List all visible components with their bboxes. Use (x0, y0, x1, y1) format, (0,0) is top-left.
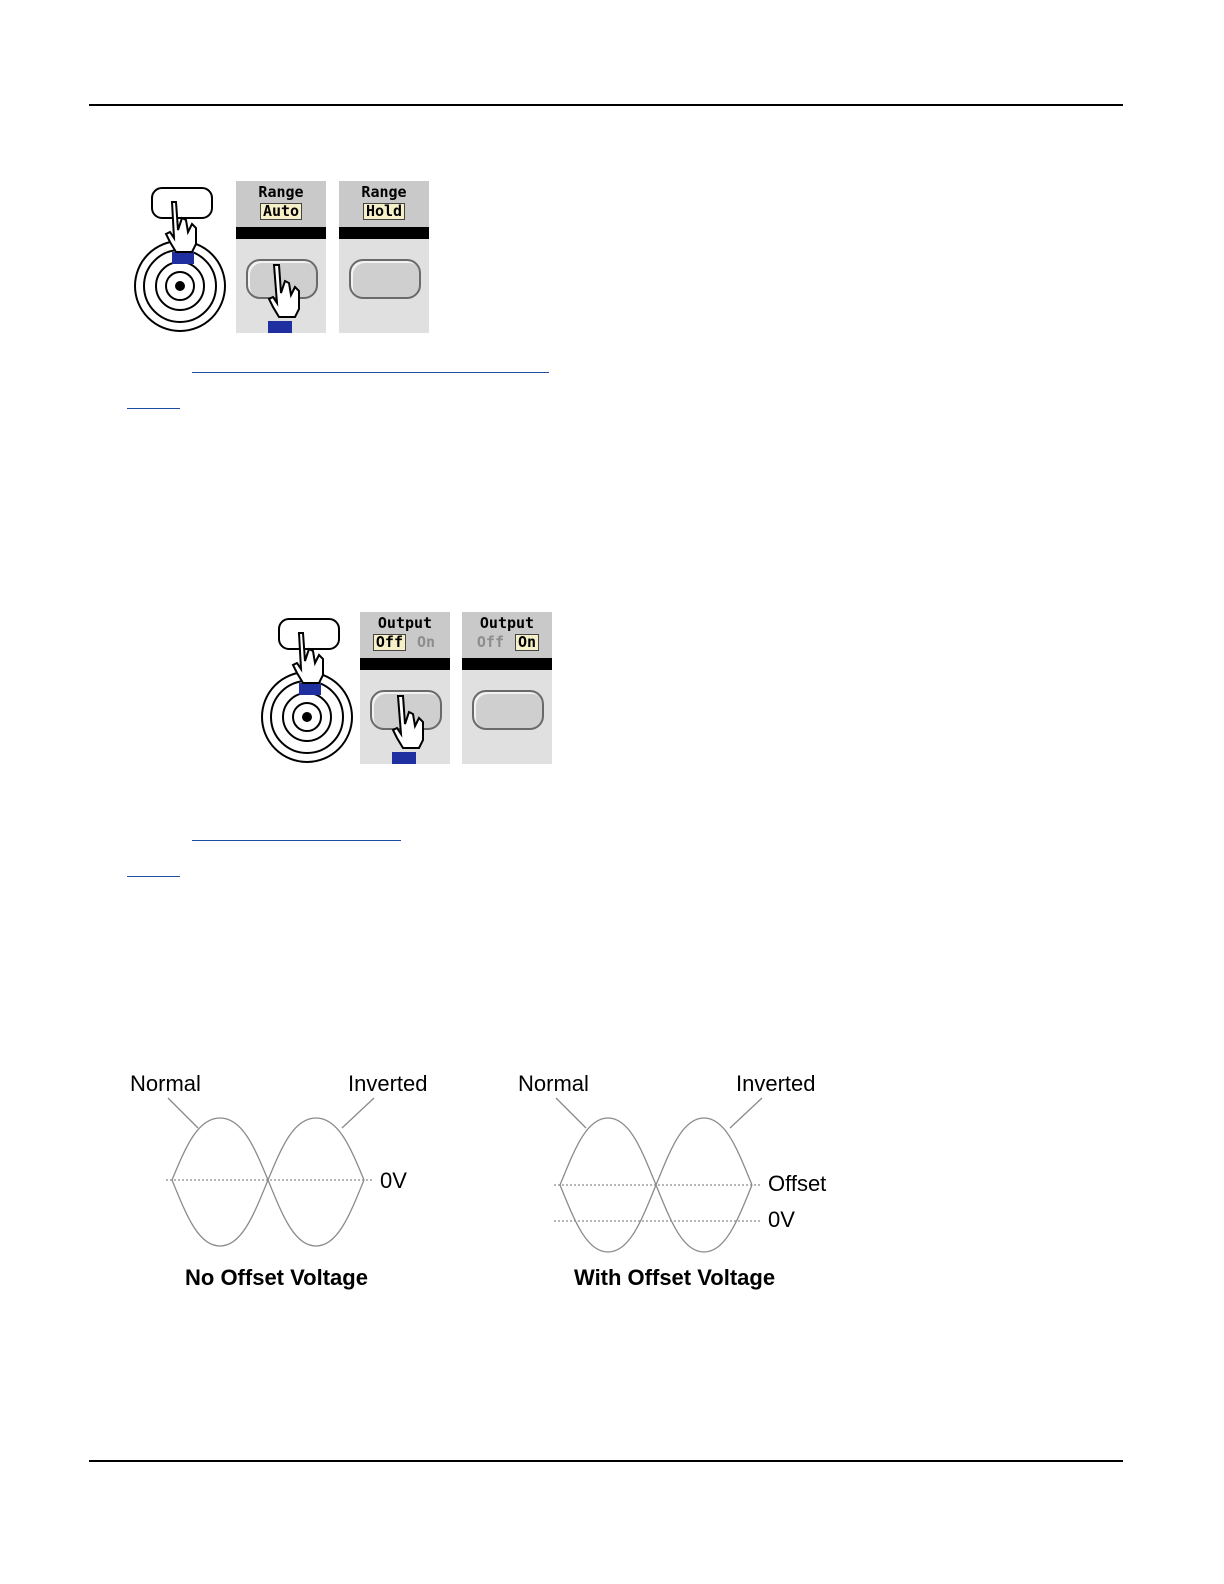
softkey-divider (462, 658, 552, 670)
polarity-waveform-figure (110, 1060, 870, 1310)
softkey-output-off[interactable] (360, 612, 450, 764)
link-underline-short[interactable] (127, 876, 180, 877)
left-zero-label: 0V (380, 1168, 407, 1193)
softkey-title: Output (377, 614, 433, 632)
left-caption: No Offset Voltage (185, 1265, 368, 1290)
waveform-no-offset (166, 1098, 374, 1246)
softkey-range-hold[interactable] (339, 181, 429, 333)
right-zero-label: 0V (768, 1207, 795, 1232)
option-hold: Hold (363, 203, 405, 220)
softkey-output-on[interactable] (462, 612, 552, 764)
softkey-divider (236, 227, 326, 239)
link-underline[interactable] (192, 840, 401, 841)
link-underline[interactable] (192, 372, 549, 373)
softkey-title: Range (258, 183, 304, 201)
link-underline-short[interactable] (127, 408, 180, 409)
softkey-button[interactable] (349, 259, 421, 299)
pressing-hand-icon (378, 690, 434, 764)
footer-rule (89, 1460, 1123, 1462)
bnc-connector-hand-illustration (257, 611, 357, 771)
softkey-title: Output (479, 614, 535, 632)
right-caption: With Offset Voltage (574, 1265, 776, 1290)
option-off: Off (373, 634, 406, 651)
softkey-divider (339, 227, 429, 239)
softkey-title: Range (361, 183, 407, 201)
option-auto: Auto (260, 203, 302, 220)
softkey-button[interactable] (472, 690, 544, 730)
bnc-connector-hand-illustration (130, 180, 230, 340)
header-rule (89, 104, 1123, 106)
option-on: On (417, 633, 436, 651)
option-on: On (515, 634, 539, 651)
waveform-with-offset (554, 1098, 762, 1252)
right-inverted-label: Inverted (736, 1071, 816, 1096)
option-off: Off (476, 633, 504, 651)
left-normal-label: Normal (130, 1071, 201, 1096)
softkey-range-auto[interactable] (236, 181, 326, 333)
left-inverted-label: Inverted (348, 1071, 428, 1096)
softkey-divider (360, 658, 450, 670)
pressing-hand-icon (254, 259, 310, 333)
right-normal-label: Normal (518, 1071, 589, 1096)
right-offset-label: Offset (768, 1171, 827, 1196)
